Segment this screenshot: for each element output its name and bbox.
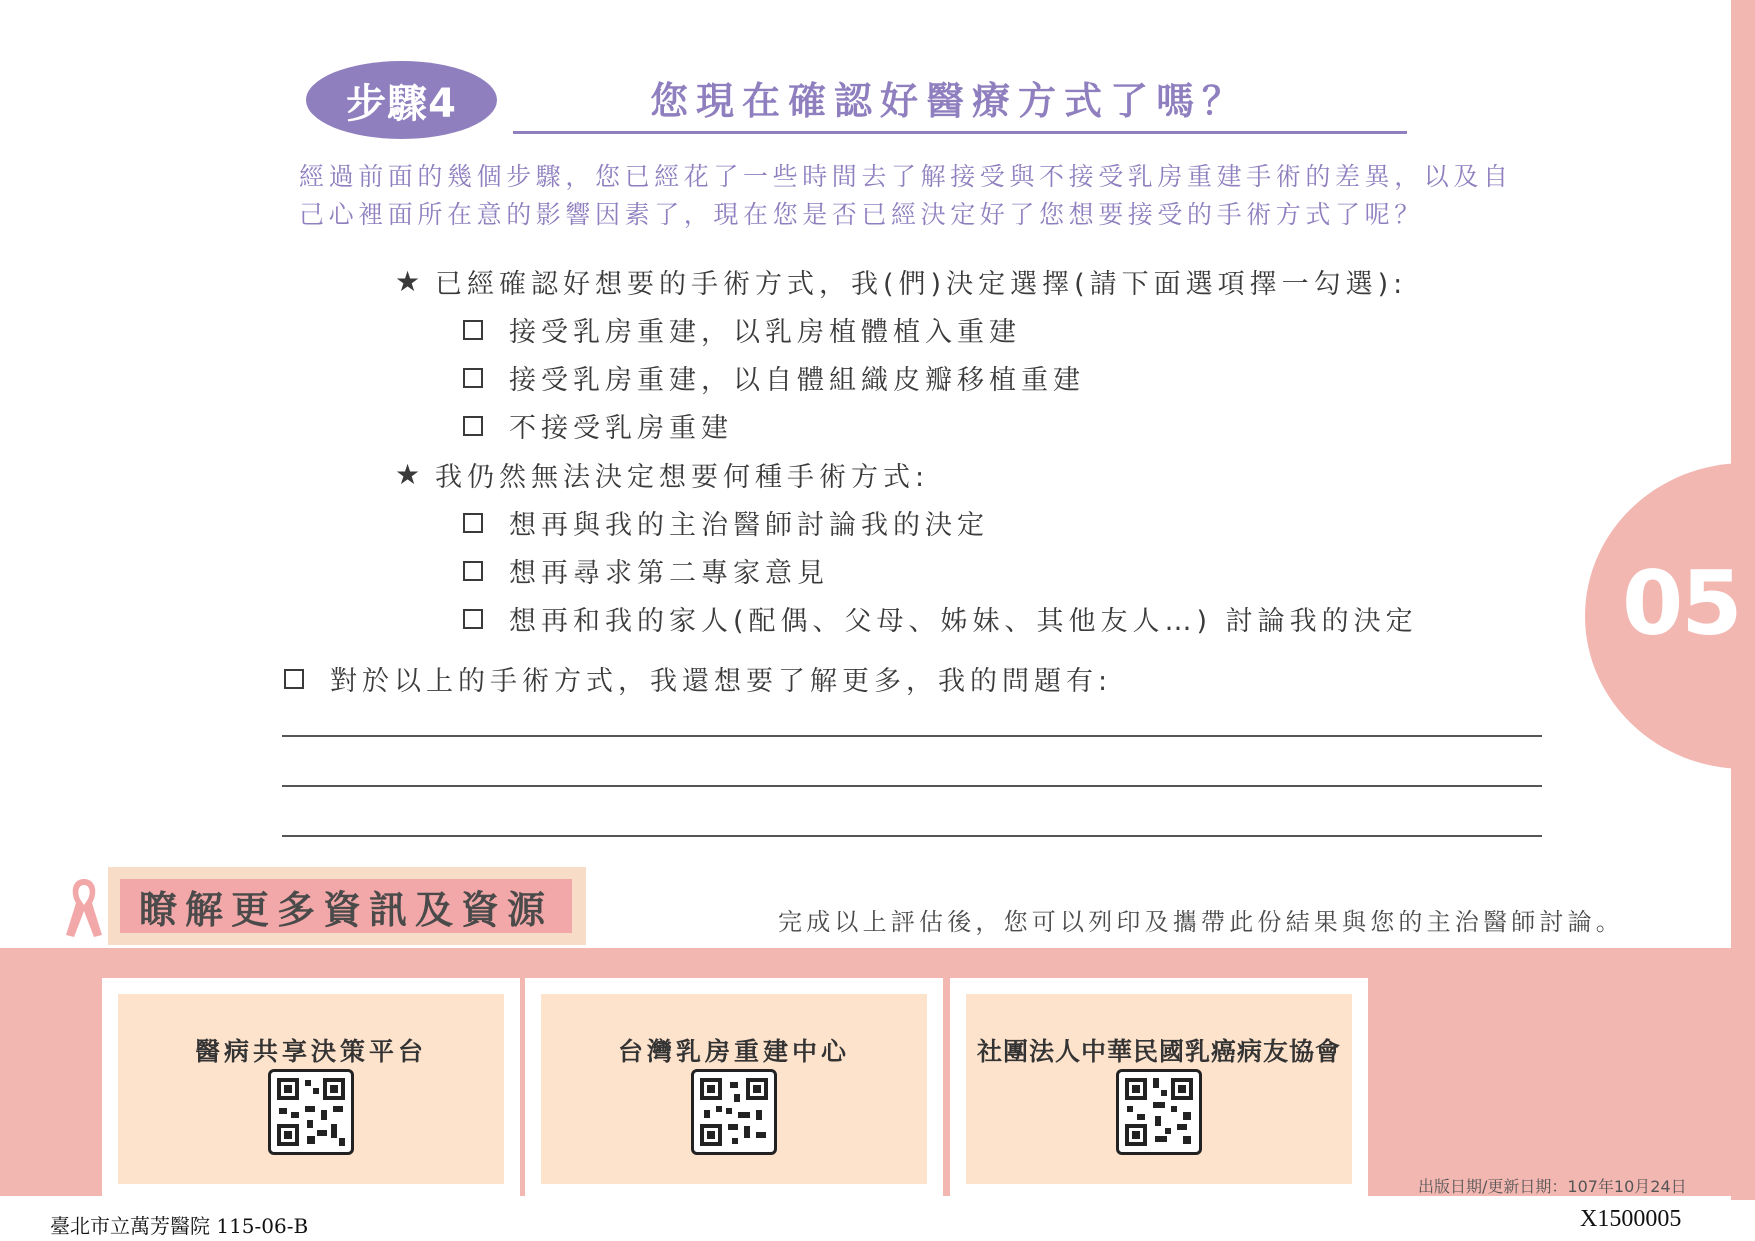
card-title: 台灣乳房重建中心 [617, 1037, 850, 1066]
answer-line-2[interactable] [282, 785, 1542, 787]
option-discuss-family[interactable] [463, 599, 1418, 638]
decided-heading-row [395, 262, 1407, 301]
checkbox[interactable] [463, 416, 483, 436]
resources-title-box [120, 879, 572, 933]
title-underline [513, 131, 1407, 134]
qr-code-icon[interactable] [1116, 1069, 1202, 1155]
option-label: 不接受乳房重建 [509, 413, 733, 444]
option-label: 想再和我的家人(配偶、父母、姊妹、其他友人…) 討論我的決定 [509, 606, 1418, 637]
card-body [118, 994, 504, 1184]
resources-note: 完成以上評估後，您可以列印及攜帶此份結果與您的主治醫師討論。 [778, 908, 1624, 936]
step-badge: 步驟4 [306, 61, 497, 139]
questions-row[interactable] [284, 659, 1112, 698]
qr-code-icon[interactable] [691, 1069, 777, 1155]
card-title: 社團法人中華民國乳癌病友協會 [976, 1037, 1341, 1066]
document-code: X1500005 [1580, 1206, 1682, 1232]
undecided-heading-row [395, 455, 929, 494]
option-second-opinion[interactable] [463, 551, 829, 590]
decided-heading: 已經確認好想要的手術方式，我(們)決定選擇(請下面選項擇一勾選): [435, 269, 1408, 300]
answer-line-1[interactable] [282, 735, 1542, 737]
intro-line-2: 己心裡面所在意的影響因素了，現在您是否已經決定好了您想要接受的手術方式了呢？ [299, 200, 1424, 229]
resources-title: 瞭解更多資訊及資源 [138, 887, 553, 932]
intro-paragraph [299, 158, 1659, 234]
star-icon: ★ [395, 265, 421, 298]
questions-label: 對於以上的手術方式，我還想要了解更多，我的問題有: [330, 666, 1113, 697]
resource-card-sdm[interactable] [102, 978, 520, 1200]
option-no-reconstruction[interactable] [463, 406, 733, 445]
checkbox[interactable] [284, 669, 304, 689]
option-label: 接受乳房重建，以乳房植體植入重建 [509, 317, 1021, 348]
intro-line-1: 經過前面的幾個步驟，您已經花了一些時間去了解接受與不接受乳房重建手術的差異，以及自 [299, 162, 1513, 191]
card-body [966, 994, 1352, 1184]
resource-card-reconstruction-center[interactable] [525, 978, 943, 1200]
checkbox[interactable] [463, 609, 483, 629]
publish-date: 出版日期/更新日期：107年10月24日 [1418, 1177, 1687, 1196]
checkbox[interactable] [463, 320, 483, 340]
answer-line-3[interactable] [282, 835, 1542, 837]
undecided-heading: 我仍然無法決定想要何種手術方式: [435, 462, 930, 493]
page-title: 您現在確認好醫療方式了嗎？ [650, 79, 1249, 123]
option-implant[interactable] [463, 310, 1021, 349]
option-discuss-doctor[interactable] [463, 503, 989, 542]
checkbox[interactable] [463, 513, 483, 533]
option-label: 想再與我的主治醫師討論我的決定 [509, 510, 989, 541]
pink-ribbon-icon [62, 875, 106, 941]
option-flap[interactable] [463, 358, 1085, 397]
checkbox[interactable] [463, 561, 483, 581]
resource-card-patient-association[interactable] [950, 978, 1368, 1200]
option-label: 接受乳房重建，以自體組織皮瓣移植重建 [509, 365, 1085, 396]
card-title: 醫病共享決策平台 [194, 1037, 427, 1066]
hospital-name: 臺北市立萬芳醫院 115-06-B [50, 1214, 309, 1238]
star-icon: ★ [395, 458, 421, 491]
qr-code-icon[interactable] [268, 1069, 354, 1155]
option-label: 想再尋求第二專家意見 [509, 558, 829, 589]
checkbox[interactable] [463, 368, 483, 388]
page-number: 05 [1622, 552, 1741, 655]
card-body [541, 994, 927, 1184]
